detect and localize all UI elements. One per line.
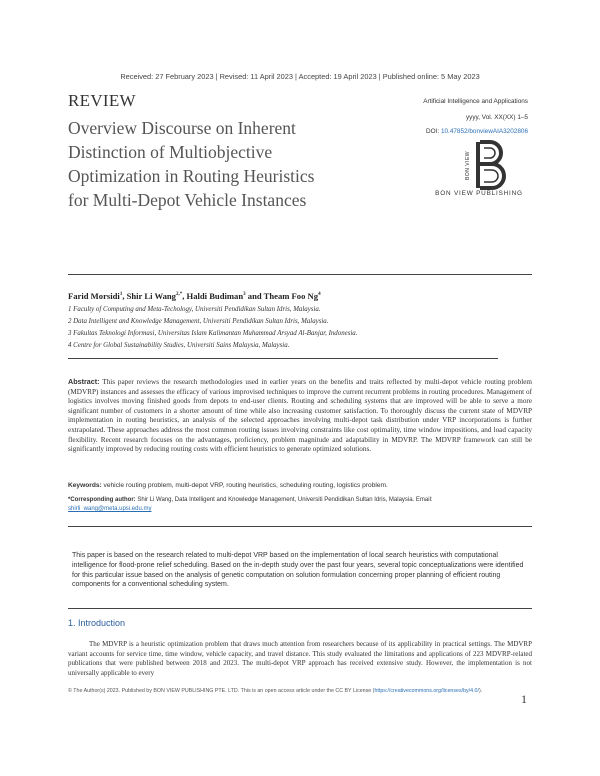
page-number: 1 [521,692,527,706]
author-sep-2: , [182,291,187,301]
affiliation-divider [68,358,498,359]
introduction-body: The MDVRP is a heuristic optimization problem that draws much attention from researchers because of its applicability in practical settings. The MDVRP variant accounts for service time, time window, vehicle capacity, and travel distance. This study evaluated the limitations and applications of 223 MDVRP-related publications that were published between 2018 and 2023. The multi-depot VRP approach has received extensive study. However, the implementation is not universally applicable to every [68,640,532,677]
affiliation-2: 2 Data Intelligent and Knowledge Management, Universiti Pendidikan Sultan Idris, Malaysia. [68,318,329,325]
journal-name: Artificial Intelligence and Applications [423,98,528,105]
author-sep-1: , [122,291,127,301]
author-1: Farid Morsidi [68,291,120,301]
article-type: REVIEW [68,91,136,110]
abstract-label: Abstract: [68,377,100,386]
abstract-text: This paper reviews the research methodologies used in earlier years on the benefits and traits reflected by multi-depot vehicle routing problem (MDVRP) instances and assesses the efficacy of various improvised techniques to improve the current recurrent problems in routing procedures. Management of logistics involves moving finished goods from depots to end-user clients. Routing and scheduling systems that are improved will be able to serve a more significant number of customers in a shorter amount of time while also increasing customer satisfaction. To thoroughly discuss the current state of MDVRP implementation in routing heuristics, an analysis of the selected approaches involving multi-depot task distribution under VRP incorporations is further extrapolated. These approaches address the most common routing issues involving constraints like cost optimality, time window impositions, and load capacity flexibility. Recent research focuses on the advantages, proficiency, problem magnitude and adaptability in MDVRP. The MDVRP framework can still be significantly improved by reducing routing costs with efficient heuristics to generate optimized solutions. [68,378,532,454]
doi-link[interactable]: 10.47852/bonviewAIA3202806 [440,128,528,135]
author-2-sup: 2,* [175,292,183,298]
copyright-text: © The Author(s) 2023. Published by BON VIEW PUBLISHING PTE. LTD. This is an open access article under the CC BY License ( [68,688,375,694]
title-divider [68,274,532,275]
author-4: Theam Foo Ng [263,291,319,301]
corresponding-email-link[interactable]: shirli_wang@meta.upsi.edu.my [68,506,152,512]
journal-volume: yyyy, Vol. XX(XX) 1–5 [465,114,528,121]
author-sep-3: and [245,291,264,301]
affiliation-3: 3 Fakultas Teknologi Informasi, Universitas Islam Kalimantan Muhammad Arsyad Al-Banjar, Indonesia. [68,330,358,337]
paper-title: Overview Discourse on Inherent Distinction of Multiobjective Optimization in Routing Heuristics for Multi-Depot Vehicle Instances [68,118,315,210]
publisher-name: BON VIEW PUBLISHING [435,190,523,197]
bon-view-vertical-label: BON VIEW [465,150,471,180]
copyright-end: ). [478,688,483,694]
author-3: Haldi Budiman [186,291,244,301]
keywords-text: vehicle routing problem, multi-depot VRP, routing heuristics, scheduling routing, logistics problem. [101,482,388,489]
author-2: Shir Li Wang [126,291,176,301]
publication-dates: Received: 27 February 2023 | Revised: 11 April 2023 | Accepted: 19 April 2023 | Published online: 5 May 2023 [120,72,480,81]
abstract-divider [68,526,532,527]
copyright-notice [68,685,508,698]
license-link[interactable]: https://creativecommons.org/licenses/by/4.0/ [374,688,479,694]
abstract [68,377,532,455]
keywords-label: Keywords: [68,482,102,489]
affiliation-4: 4 Centre for Global Sustainability Studies, Universiti Sains Malaysia, Malaysia. [68,342,290,349]
introduction-text [68,640,532,678]
author-3-sup: 3 [243,292,246,298]
corresponding-text: Shir Li Wang, Data Intelligent and Knowledge Management, Universiti Pendidikan Sultan Idris, Malaysia. Email: [135,497,433,503]
research-note: This paper is based on the research related to multi-depot VRP based on the implementation of local search heuristics with computational intelligence for flood-prone relief scheduling. Based on the in-depth study over the past four years, several topic conceptualizations were identified for this particular issue based on the analysis of genetic computation on solution formulation concerning proper planning of efficient routing components for a conventional scheduling system. [72,552,524,589]
author-1-sup: 1 [119,292,123,298]
author-list [68,291,321,301]
corresponding-author [68,496,532,514]
affiliation-1: 1 Faculty of Computing and Meta-Techology, Universiti Pendidikan Sultan Idris, Malaysia. [68,306,321,313]
intro-divider [68,608,532,609]
keywords [68,482,532,489]
corresponding-label: *Corresponding author: [68,497,136,503]
introduction-heading: 1. Introduction [68,618,126,628]
doi-label: DOI: [426,128,440,135]
author-4-sup: 4 [318,292,321,298]
bon-view-vertical-text [462,146,472,182]
doi-line [426,128,528,135]
